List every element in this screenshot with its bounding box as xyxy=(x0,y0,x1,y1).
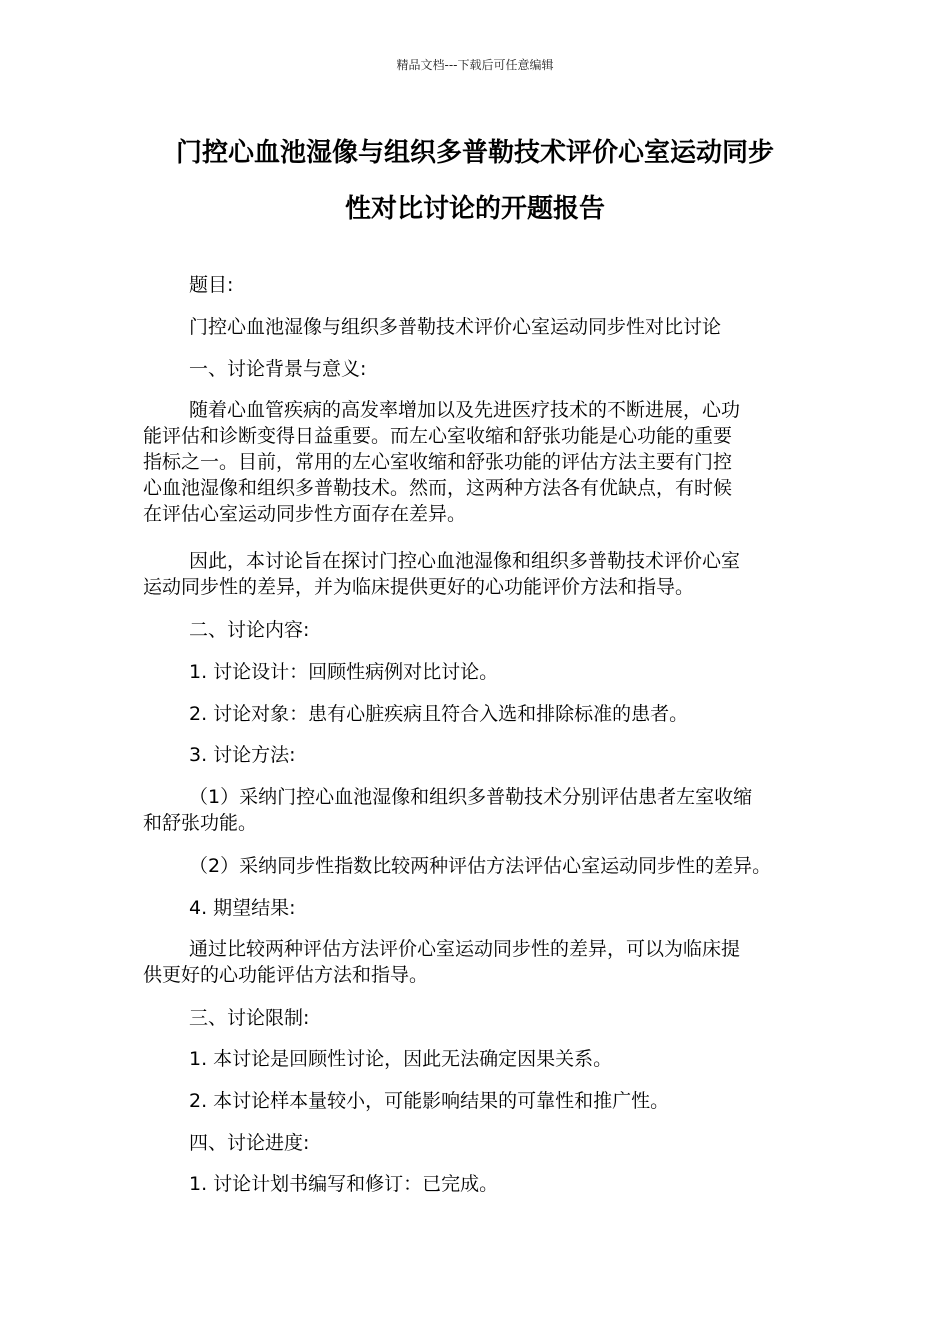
paragraph-line: 和舒张功能。 xyxy=(143,812,258,834)
paragraph-line: 供更好的心功能评估方法和指导。 xyxy=(143,964,429,986)
section-2-item-4: 4. 期望结果: xyxy=(189,897,296,919)
section-4-heading: 四、讨论进度: xyxy=(189,1132,310,1154)
section-2-item-1: 1. 讨论设计：回顾性病例对比讨论。 xyxy=(189,661,499,683)
section-1-heading: 一、讨论背景与意义: xyxy=(189,358,367,380)
section-2-item-3-a xyxy=(143,784,808,836)
section-2-item-3: 3. 讨论方法: xyxy=(189,744,296,766)
document-title-line-2: 性对比讨论的开题报告 xyxy=(344,194,605,224)
section-2-heading: 二、讨论内容: xyxy=(189,619,310,641)
paragraph-line: （1）采纳门控心血池湿像和组织多普勒技术分别评估患者左室收缩 xyxy=(189,786,753,808)
paragraph-line: 运动同步性的差异，并为临床提供更好的心功能评价方法和指导。 xyxy=(143,576,695,598)
document-title-line-1: 门控心血池湿像与组织多普勒技术评价心室运动同步 xyxy=(175,138,774,168)
paragraph-line: 因此，本讨论旨在探讨门控心血池湿像和组织多普勒技术评价心室 xyxy=(189,550,741,572)
paragraph-line: 通过比较两种评估方法评价心室运动同步性的差异，可以为临床提 xyxy=(189,938,741,960)
section-3-item-1: 1. 本讨论是回顾性讨论，因此无法确定因果关系。 xyxy=(189,1048,613,1070)
section-1-paragraph-2 xyxy=(143,548,808,600)
paragraph-line: 随着心血管疾病的高发率增加以及先进医疗技术的不断进展，心功 xyxy=(189,399,741,421)
section-3-heading: 三、讨论限制: xyxy=(189,1007,310,1029)
paragraph-line: 指标之一。目前，常用的左心室收缩和舒张功能的评估方法主要有门控 xyxy=(143,451,733,473)
section-4-item-1: 1. 讨论计划书编写和修订：已完成。 xyxy=(189,1173,499,1195)
section-3-item-2: 2. 本讨论样本量较小，可能影响结果的可靠性和推广性。 xyxy=(189,1090,670,1112)
section-2-item-4-text xyxy=(143,936,808,988)
paragraph-line: 在评估心室运动同步性方面存在差异。 xyxy=(143,503,467,525)
section-2-item-2: 2. 讨论对象：患有心脏疾病且符合入选和排除标准的患者。 xyxy=(189,703,689,725)
section-2-item-3-b: （2）采纳同步性指数比较两种评估方法评估心室运动同步性的差异。 xyxy=(189,855,772,877)
paragraph-line: 能评估和诊断变得日益重要。而左心室收缩和舒张功能是心功能的重要 xyxy=(143,425,733,447)
topic-text: 门控心血池湿像与组织多普勒技术评价心室运动同步性对比讨论 xyxy=(189,316,722,338)
page-header: 精品文档---下载后可任意编辑 xyxy=(396,58,554,72)
paragraph-line: 心血池湿像和组织多普勒技术。然而，这两种方法各有优缺点，有时候 xyxy=(143,477,733,499)
section-1-paragraph-1 xyxy=(143,397,808,527)
topic-label: 题目: xyxy=(189,274,234,296)
